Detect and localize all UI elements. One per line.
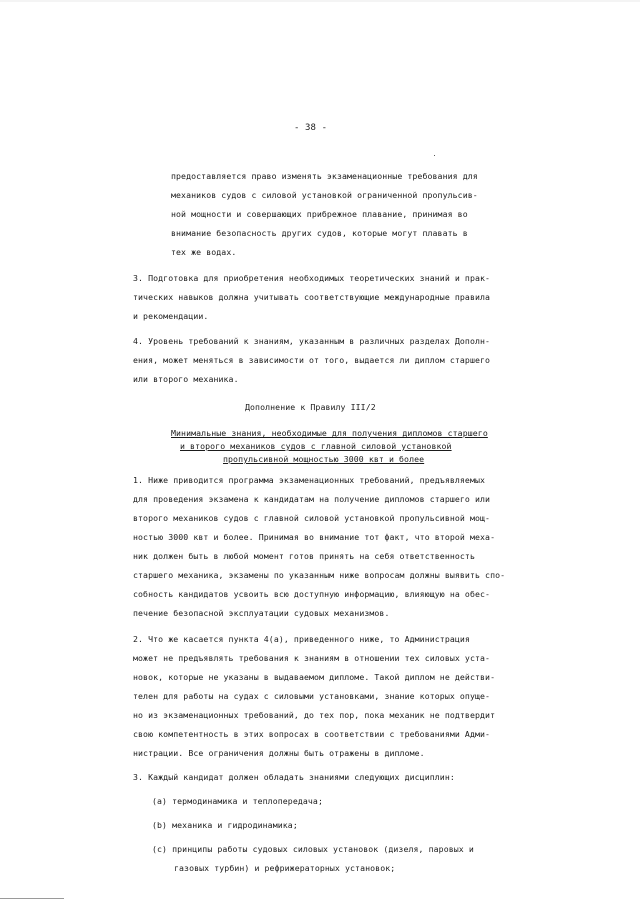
text-line: механиков судов с силовой установкой ограниченной пропульсив- [171,190,478,200]
text-line: старшего механика, экзамены по указанным ниже вопросам должны выявить спо- [133,570,506,580]
text-line: или второго механика. [133,374,239,384]
text-line: ностью 3000 квт и более. Принимая во внимание тот факт, что второй меха- [133,532,496,542]
list-item: (а) термодинамика и теплопередача; [152,796,323,806]
text-line: 3. Каждый кандидат должен обладать знаниями следующих дисциплин: [133,772,455,782]
text-line: тических навыков должна учитывать соответствующие международные правила [133,292,491,302]
scan-speck [434,155,435,156]
scan-top-edge [0,0,640,2]
page-number: - 38 - [294,123,328,133]
text-line: для проведения экзамена к кандидатам на получение дипломов старшего или [133,494,491,504]
text-line: тех же водах. [171,247,237,257]
text-line: новок, которые не указаны в выдаваемом дипломе. Такой диплом не действи- [133,672,496,682]
text-line: ник должен быть в любой момент готов принять на себя ответственность [133,551,475,561]
text-line: 2. Что же касается пункта 4(а), приведенного ниже, то Администрация [133,634,470,644]
text-line: но из экзаменационных требований, до тех пор, пока механик не подтвердит [133,710,496,720]
list-item: (b) механика и гидродинамика; [152,820,298,830]
text-line: ной мощности и совершающих прибрежное плавание, принимая во [171,209,468,219]
text-line: и рекомендации. [133,311,209,321]
text-line: нистрации. Все ограничения должны быть отражены в дипломе. [133,748,425,758]
text-line: телен для работы на судах с силовыми установками, знание которых опуще- [133,691,491,701]
text-line: печение безопасной эксплуатации судовых механизмов. [133,608,390,618]
text-line: предоставляется право изменять экзаменационные требования для [171,171,478,181]
section-subheading: и второго механиков судов с главной силовой установкой [180,441,452,451]
text-line: может не предъявлять требования к знаниям в отношении тех силовых уста- [133,653,491,663]
list-item: (с) принципы работы судовых силовых установок (дизеля, паровых и [152,844,474,854]
text-line: 4. Уровень требований к знаниям, указанным в различных разделах Дополн- [133,336,491,346]
text-line: второго механиков судов с главной силовой установкой пропульсивной мощ- [133,513,491,523]
list-item: газовых турбин) и рефрижераторных установок; [174,863,396,873]
section-subheading: пропульсивной мощностью 3000 квт и более [223,454,425,464]
text-line: собность кандидатов усвоить всю доступную информацию, влияющую на обес- [133,589,491,599]
text-line: внимание безопасность других судов, которые могут плавать в [171,228,468,238]
text-line: свою компетентность в этих вопросах в соответствии с требованиями Адми- [133,729,491,739]
text-line: 3. Подготовка для приобретения необходимых теоретических знаний и прак- [133,273,491,283]
section-subheading: Минимальные знания, необходимые для получения дипломов старшего [171,428,488,438]
scan-bottom-edge [0,898,64,899]
section-heading: Дополнение к Правилу III/2 [245,402,376,412]
text-line: ения, может меняться в зависимости от того, выдается ли диплом старшего [133,355,491,365]
text-line: 1. Ниже приводится программа экзаменационных требований, предъявляемых [133,475,486,485]
